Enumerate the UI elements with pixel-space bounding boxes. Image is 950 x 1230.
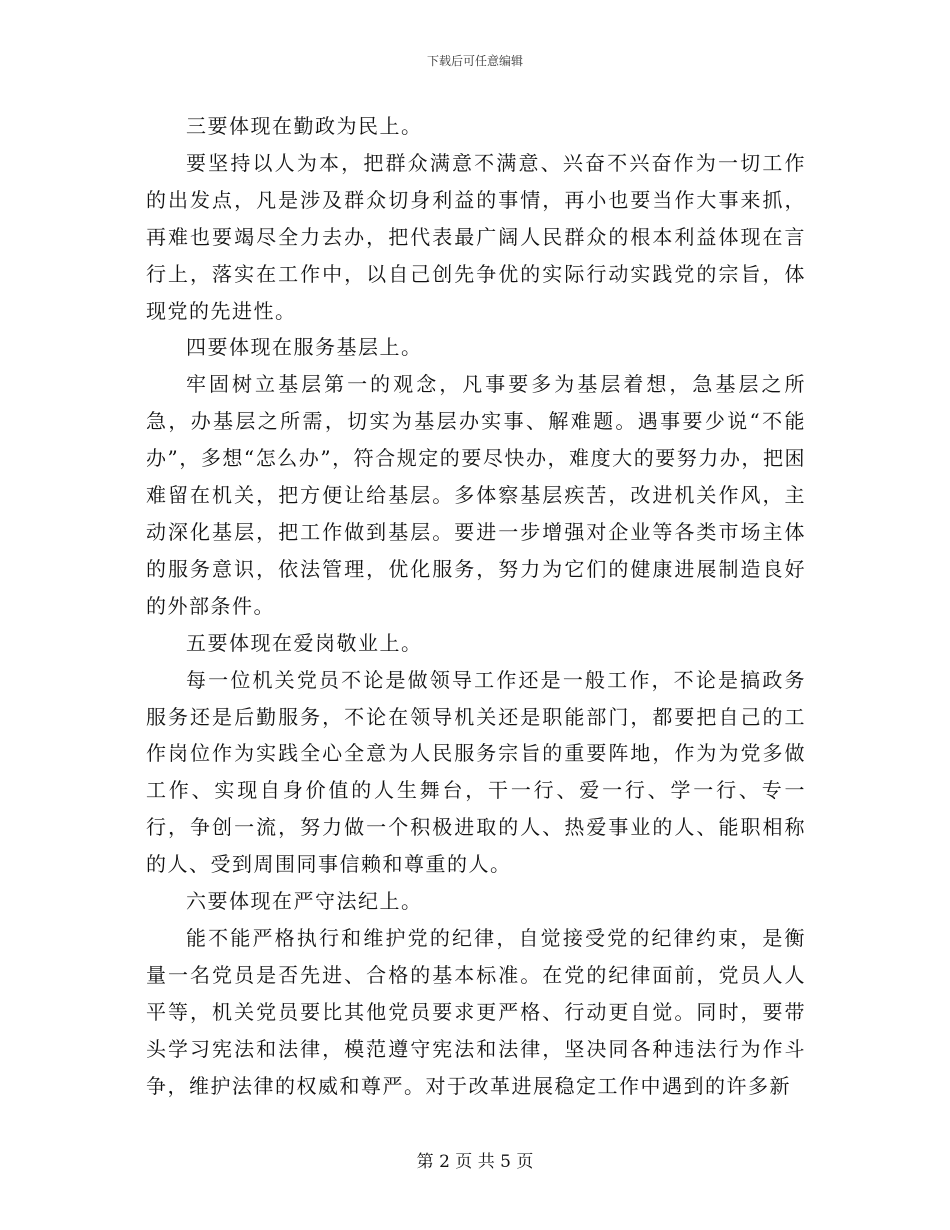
section-heading-5: 五要体现在爱岗敬业上。 [186,630,423,655]
body-paragraph: 每一位机关党员不论是做领导工作还是一般工作，不论是搞政务服务还是后勤服务，不论在领导机关还是职能部门，都要把自己的工作岗位作为实践全心全意为人民服务宗旨的重要阵地，作为为党多做工作、实现自身价值的人生舞台，干一行、爱一行、学一行、专一行，争创一流，努力做一个积极进取的人、热爱事业的人、能职相称的人、受到周围同事信赖和尊重的人。 [146,667,806,877]
page-number-footer: 第 2 页 共 5 页 [416,1152,534,1172]
document-body [146,108,806,1104]
page-header: 下载后可任意编辑 [426,54,523,68]
section-heading-6: 六要体现在严守法纪上。 [186,889,423,914]
body-paragraph: 要坚持以人为本，把群众满意不满意、兴奋不兴奋作为一切工作的出发点，凡是涉及群众切身利益的事情，再小也要当作大事来抓，再难也要竭尽全力去办，把代表最广阔人民群众的根本利益体现在言行上，落实在工作中，以自己创先争优的实际行动实践党的宗旨，体现党的先进性。 [146,150,806,323]
section-heading-4: 四要体现在服务基层上。 [186,335,423,360]
body-paragraph: 能不能严格执行和维护党的纪律，自觉接受党的纪律约束，是衡量一名党员是否先进、合格的基本标准。在党的纪律面前，党员人人平等，机关党员要比其他党员要求更严格、行动更自觉。同时，要带头学习宪法和法律，模范遵守宪法和法律，坚决同各种违法行为作斗争，维护法律的权威和尊严。对于改革进展稳定工作中遇到的许多新 [146,925,806,1098]
body-paragraph: 牢固树立基层第一的观念，凡事要多为基层着想，急基层之所急，办基层之所需，切实为基层办实事、解难题。遇事要少说“不能办”，多想“怎么办”，符合规定的要尽快办，难度大的要努力办，把困难留在机关，把方便让给基层。多体察基层疾苦，改进机关作风，主动深化基层，把工作做到基层。要进一步增强对企业等各类市场主体的服务意识，依法管理，优化服务，努力为它们的健康进展制造良好的外部条件。 [146,372,806,618]
section-heading-3: 三要体现在勤政为民上。 [186,114,423,138]
